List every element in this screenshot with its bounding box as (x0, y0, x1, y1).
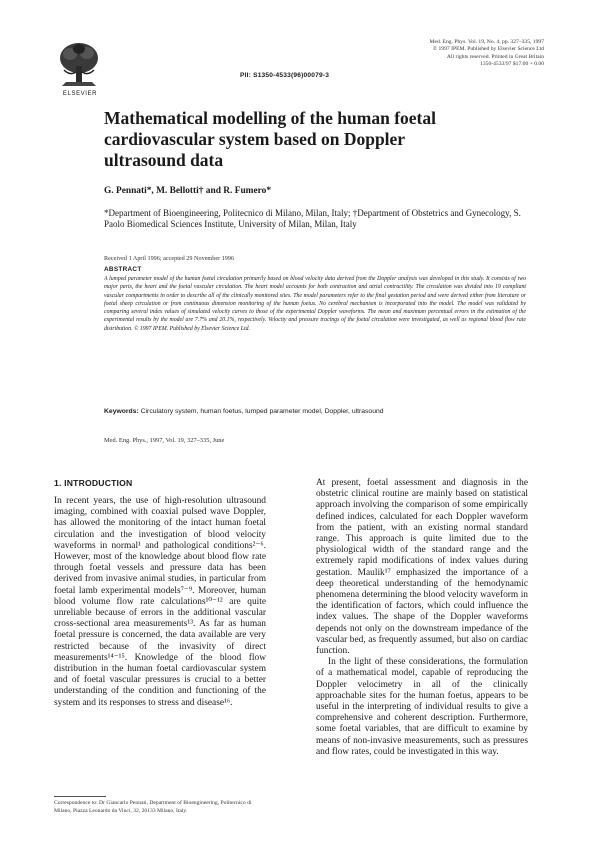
journal-info (324, 39, 544, 69)
paper-title: Mathematical modelling of the human foetal cardiovascular system based on Doppler ultrasound data (104, 108, 436, 170)
tree-logo-icon (56, 40, 102, 90)
elsevier-tree-logo (56, 40, 102, 90)
section-heading: 1. INTRODUCTION (54, 478, 133, 488)
abstract-heading: ABSTRACT (104, 266, 142, 273)
left-column (54, 478, 266, 709)
author-list: G. Pennati*, M. Bellotti† and R. Fumero* (104, 186, 272, 196)
correspondence-footnote: Correspondence to: Dr Giancarlo Pennati, Department of Bioengineering, Politecnico di Milano, Piazza Leonardo da Vinci, 32, 20133 Milano, Italy. (54, 800, 252, 814)
publisher-name: ELSEVIER (62, 91, 98, 97)
keywords-line (104, 408, 534, 415)
intro-paragraph: In recent years, the use of high-resolution ultrasound imaging, combined with coaxial pulsed wave Doppler, has allowed the monitoring of the intact human foetal circulation and the investigation of blood velocity waveforms in normal¹ and pathological conditions²⁻⁶. However, most of the knowledge about blood flow rate through foetal vessels and pressure data has been derived from invasive animal studies, in particular from foetal lamb experimental models⁷⁻⁹. Moreover, human blood volume flow rate calculations¹⁰⁻¹² are quite unreliable because of errors in the additional vascular cross-sectional area measurements¹³. As far as human foetal pressure is concerned, the data available are very restricted because of the invasivity of direct measurements¹⁴⁻¹⁵. Knowledge of the blood flow distribution in the human foetal cardiovascular system and of foetal vascular pressures is crucial to a better understanding of the condition and functioning of the system and its responses to stress and disease¹⁶. (54, 496, 266, 708)
citation-line: Med. Eng. Phys., 1997, Vol. 19, 327–335, June (104, 437, 225, 444)
pii-identifier: PII: S1350-4533(96)00079-3 (240, 72, 330, 79)
journal-line: Med. Eng. Phys. Vol. 19, No. 4, pp. 327–335, 1997 (429, 39, 544, 45)
journal-line: 1350-4533/97 $17.00 + 0.00 (480, 61, 544, 68)
keywords-text: Circulatory system, human foetus, lumped parameter model, Doppler, ultrasound (140, 408, 384, 415)
keywords-label: Keywords: (104, 408, 139, 415)
intro-paragraph: At present, foetal assessment and diagnosis in the obstetric clinical routine are mainly based on statistical approach involving the comparison of some empirically defined indices, calculated for each Doppler waveform from the patient, with an existing normal standard range. This approach is quite limited due to the physiological width of the standard range and the extremely rapid modifications of index values during gestation. Maulik¹⁷ emphasized the importance of a deep theoretical understanding of the hemodynamic phenomena determining the blood velocity waveform in the identification of factors, which could influence the index values. The shape of the Doppler waveforms depends not only on the downstream impedance of the vascular bed, as frequently assumed, but also on cardiac function. (316, 478, 528, 657)
journal-line: All rights reserved. Printed in Great Britain (446, 53, 544, 60)
right-column (316, 478, 528, 758)
received-dates: Received 1 April 1996; accepted 29 November 1996 (104, 255, 235, 262)
journal-line: © 1997 IPEM. Published by Elsevier Science Ltd (432, 46, 544, 53)
author-affiliation: *Department of Bioengineering, Politecnico di Milano, Milan, Italy; †Department of Obstetrics and Gynecology, S. Paolo Biomedical Sciences Institute, University of Milan, Milan, Italy (104, 208, 521, 230)
intro-paragraph: In the light of these considerations, the formulation of a mathematical model, capable of reproducing the Doppler velocimetry in all of the clinically approachable sites for the human foetus, appears to be useful in the interpreting of individual results to give a comprehensive and coherent description. Furthermore, some foetal variables, that are difficult to examine by means of non-invasive measurements, such as pressures and flow rates, could be investigated in this way. (316, 657, 528, 757)
footnote-rule (54, 796, 106, 797)
abstract-text: A lumped parameter model of the human foetal circulation primarily based on blood velocity data derived from the Doppler analysis was developed in this study. It consists of two major parts, the heart and the foetal vascular circulation. The heart model accounts for both contraction and atrial contractility. The circulation was divided into 19 compliant vascular compartments in order to describe all of the clinically monitored sites. The model parameters refer to the final gestation period and were derived either from literature or foetal sheep circulation or from continuous dimension monitoring of the human foetus. No cerebral mechanism is incorporated into the model. The model was validated by comparing several index values of simulated velocity curves to those of the experimental Doppler waveforms. The mean and maximum percentual errors in the estimation of the experimental results by the model are 7.7% and 20.1%, respectively. Velocity and pressure tracings of the foetal circulation were investigated, as well as regional blood flow rate distribution. © 1997 IPEM. Published by Elsevier Science Ltd. (104, 276, 526, 332)
